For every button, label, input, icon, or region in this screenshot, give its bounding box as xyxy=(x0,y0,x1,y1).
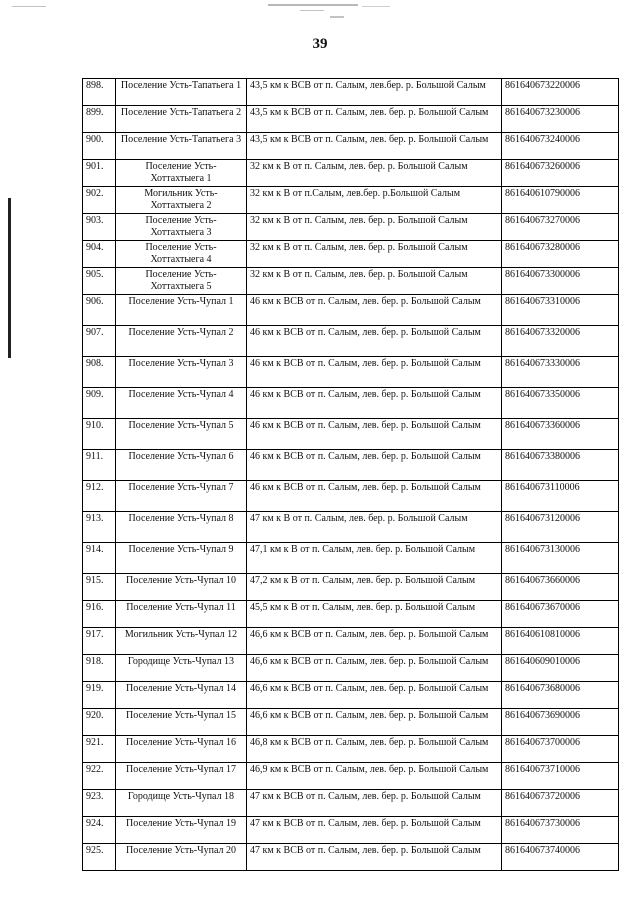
site-code: 861640673260006 xyxy=(502,160,619,187)
row-number: 906. xyxy=(83,295,116,326)
row-number: 920. xyxy=(83,709,116,736)
site-name: Поселение Усть-Чупал 15 xyxy=(116,709,247,736)
row-number: 905. xyxy=(83,268,116,295)
site-code: 861640673320006 xyxy=(502,326,619,357)
site-name: Поселение Усть-Чупал 2 xyxy=(116,326,247,357)
row-number: 898. xyxy=(83,79,116,106)
site-code: 861640610810006 xyxy=(502,628,619,655)
site-code: 861640673130006 xyxy=(502,543,619,574)
site-code: 861640673230006 xyxy=(502,106,619,133)
site-name: Поселение Усть-Тапатьега 3 xyxy=(116,133,247,160)
site-location: 46 км к ВСВ от п. Салым, лев. бер. р. Большой Салым xyxy=(247,357,502,388)
row-number: 899. xyxy=(83,106,116,133)
site-location: 47 км к ВСВ от п. Салым, лев. бер. р. Большой Салым xyxy=(247,817,502,844)
site-location: 47,2 км к В от п. Салым, лев. бер. р. Большой Салым xyxy=(247,574,502,601)
site-location: 43,5 км к ВСВ от п. Салым, лев. бер. р. Большой Салым xyxy=(247,106,502,133)
site-location: 47 км к В от п. Салым, лев. бер. р. Большой Салым xyxy=(247,512,502,543)
site-location: 46 км к ВСВ от п. Салым, лев. бер. р. Большой Салым xyxy=(247,295,502,326)
site-name: Городище Усть-Чупал 13 xyxy=(116,655,247,682)
page-number: 39 xyxy=(312,36,328,52)
table-row xyxy=(83,106,619,133)
row-number: 902. xyxy=(83,187,116,214)
site-code: 861640673240006 xyxy=(502,133,619,160)
row-number: 923. xyxy=(83,790,116,817)
site-name: Поселение Усть-Чупал 16 xyxy=(116,736,247,763)
table-row xyxy=(83,481,619,512)
site-location: 46,6 км к ВСВ от п. Салым, лев. бер. р. Большой Салым xyxy=(247,628,502,655)
site-name: Поселение Усть-Хоттахтыега 1 xyxy=(116,160,247,187)
site-location: 46,6 км к ВСВ от п. Салым, лев. бер. р. Большой Салым xyxy=(247,709,502,736)
site-name: Поселение Усть-Чупал 14 xyxy=(116,682,247,709)
table-row xyxy=(83,628,619,655)
table-row xyxy=(83,187,619,214)
site-code: 861640673350006 xyxy=(502,388,619,419)
row-number: 907. xyxy=(83,326,116,357)
site-code: 861640673700006 xyxy=(502,736,619,763)
site-code: 861640673660006 xyxy=(502,574,619,601)
site-name: Поселение Усть-Хоттахтыега 5 xyxy=(116,268,247,295)
table-row xyxy=(83,844,619,871)
table-row xyxy=(83,326,619,357)
site-code: 861640673740006 xyxy=(502,844,619,871)
site-code: 861640673720006 xyxy=(502,790,619,817)
table-row xyxy=(83,133,619,160)
site-location: 46,8 км к ВСВ от п. Салым, лев. бер. р. Большой Салым xyxy=(247,736,502,763)
scan-margin-bar xyxy=(8,198,11,358)
site-name: Поселение Усть-Тапатьега 1 xyxy=(116,79,247,106)
table-row xyxy=(83,601,619,628)
site-name: Поселение Усть-Чупал 17 xyxy=(116,763,247,790)
scan-artifacts xyxy=(0,0,640,40)
heritage-registry-table xyxy=(82,78,619,871)
table-row xyxy=(83,450,619,481)
table-row xyxy=(83,655,619,682)
row-number: 922. xyxy=(83,763,116,790)
table-row xyxy=(83,214,619,241)
table-row xyxy=(83,574,619,601)
site-name: Поселение Усть-Чупал 19 xyxy=(116,817,247,844)
row-number: 918. xyxy=(83,655,116,682)
site-code: 861640673710006 xyxy=(502,763,619,790)
site-code: 861640609010006 xyxy=(502,655,619,682)
row-number: 914. xyxy=(83,543,116,574)
row-number: 925. xyxy=(83,844,116,871)
site-code: 861640673220006 xyxy=(502,79,619,106)
site-location: 32 км к В от п. Салым, лев. бер. р. Большой Салым xyxy=(247,214,502,241)
table-row xyxy=(83,736,619,763)
site-location: 47 км к ВСВ от п. Салым, лев. бер. р. Большой Салым xyxy=(247,844,502,871)
table-row xyxy=(83,160,619,187)
site-code: 861640673670006 xyxy=(502,601,619,628)
site-code: 861640673310006 xyxy=(502,295,619,326)
site-name: Поселение Усть-Чупал 8 xyxy=(116,512,247,543)
site-code: 861640673690006 xyxy=(502,709,619,736)
site-code: 861640610790006 xyxy=(502,187,619,214)
site-code: 861640673380006 xyxy=(502,450,619,481)
site-location: 43,5 км к ВСВ от п. Салым, лев. бер. р. Большой Салым xyxy=(247,133,502,160)
site-name: Городище Усть-Чупал 18 xyxy=(116,790,247,817)
site-code: 861640673680006 xyxy=(502,682,619,709)
site-name: Поселение Усть-Чупал 20 xyxy=(116,844,247,871)
site-code: 861640673360006 xyxy=(502,419,619,450)
site-location: 46,6 км к ВСВ от п. Салым, лев. бер. р. Большой Салым xyxy=(247,682,502,709)
site-name: Поселение Усть-Чупал 11 xyxy=(116,601,247,628)
site-name: Поселение Усть-Чупал 3 xyxy=(116,357,247,388)
row-number: 921. xyxy=(83,736,116,763)
row-number: 903. xyxy=(83,214,116,241)
site-location: 47,1 км к В от п. Салым, лев. бер. р. Большой Салым xyxy=(247,543,502,574)
site-name: Поселение Усть-Чупал 7 xyxy=(116,481,247,512)
site-location: 46 км к ВСВ от п. Салым, лев. бер. р. Большой Салым xyxy=(247,450,502,481)
site-location: 46,9 км к ВСВ от п. Салым, лев. бер. р. Большой Салым xyxy=(247,763,502,790)
table-row xyxy=(83,79,619,106)
site-name: Поселение Усть-Хоттахтыега 3 xyxy=(116,214,247,241)
table-row xyxy=(83,543,619,574)
table-row xyxy=(83,817,619,844)
site-location: 32 км к В от п. Салым, лев. бер. р. Большой Салым xyxy=(247,160,502,187)
table-row xyxy=(83,763,619,790)
table-row xyxy=(83,241,619,268)
site-location: 32 км к В от п.Салым, лев.бер. р.Большой Салым xyxy=(247,187,502,214)
site-name: Поселение Усть-Чупал 4 xyxy=(116,388,247,419)
table-row xyxy=(83,388,619,419)
site-location: 45,5 км к В от п. Салым, лев. бер. р. Большой Салым xyxy=(247,601,502,628)
site-name: Поселение Усть-Чупал 5 xyxy=(116,419,247,450)
site-name: Поселение Усть-Чупал 6 xyxy=(116,450,247,481)
row-number: 919. xyxy=(83,682,116,709)
site-code: 861640673270006 xyxy=(502,214,619,241)
site-name: Могильник Усть-Чупал 12 xyxy=(116,628,247,655)
row-number: 908. xyxy=(83,357,116,388)
site-location: 46,6 км к ВСВ от п. Салым, лев. бер. р. Большой Салым xyxy=(247,655,502,682)
site-name: Поселение Усть-Чупал 1 xyxy=(116,295,247,326)
row-number: 911. xyxy=(83,450,116,481)
site-name: Поселение Усть-Чупал 10 xyxy=(116,574,247,601)
site-code: 861640673330006 xyxy=(502,357,619,388)
table-row xyxy=(83,790,619,817)
site-name: Могильник Усть-Хоттахтыега 2 xyxy=(116,187,247,214)
row-number: 913. xyxy=(83,512,116,543)
site-name: Поселение Усть-Хоттахтыега 4 xyxy=(116,241,247,268)
site-name: Поселение Усть-Чупал 9 xyxy=(116,543,247,574)
site-code: 861640673110006 xyxy=(502,481,619,512)
row-number: 901. xyxy=(83,160,116,187)
site-code: 861640673730006 xyxy=(502,817,619,844)
table-row xyxy=(83,512,619,543)
row-number: 910. xyxy=(83,419,116,450)
table-row xyxy=(83,709,619,736)
site-location: 46 км к ВСВ от п. Салым, лев. бер. р. Большой Салым xyxy=(247,388,502,419)
site-location: 46 км к ВСВ от п. Салым, лев. бер. р. Большой Салым xyxy=(247,326,502,357)
row-number: 924. xyxy=(83,817,116,844)
row-number: 904. xyxy=(83,241,116,268)
site-location: 46 км к ВСВ от п. Салым, лев. бер. р. Большой Салым xyxy=(247,419,502,450)
table-row xyxy=(83,357,619,388)
site-name: Поселение Усть-Тапатьега 2 xyxy=(116,106,247,133)
row-number: 900. xyxy=(83,133,116,160)
row-number: 916. xyxy=(83,601,116,628)
table-row xyxy=(83,419,619,450)
site-location: 43,5 км к ВСВ от п. Салым, лев.бер. р. Большой Салым xyxy=(247,79,502,106)
table-row xyxy=(83,268,619,295)
site-location: 32 км к В от п. Салым, лев. бер. р. Большой Салым xyxy=(247,268,502,295)
site-code: 861640673280006 xyxy=(502,241,619,268)
row-number: 915. xyxy=(83,574,116,601)
site-code: 861640673300006 xyxy=(502,268,619,295)
row-number: 909. xyxy=(83,388,116,419)
row-number: 917. xyxy=(83,628,116,655)
site-location: 47 км к ВСВ от п. Салым, лев. бер. р. Большой Салым xyxy=(247,790,502,817)
site-location: 32 км к В от п. Салым, лев. бер. р. Большой Салым xyxy=(247,241,502,268)
site-code: 861640673120006 xyxy=(502,512,619,543)
row-number: 912. xyxy=(83,481,116,512)
table-row xyxy=(83,682,619,709)
site-location: 46 км к ВСВ от п. Салым, лев. бер. р. Большой Салым xyxy=(247,481,502,512)
table-row xyxy=(83,295,619,326)
